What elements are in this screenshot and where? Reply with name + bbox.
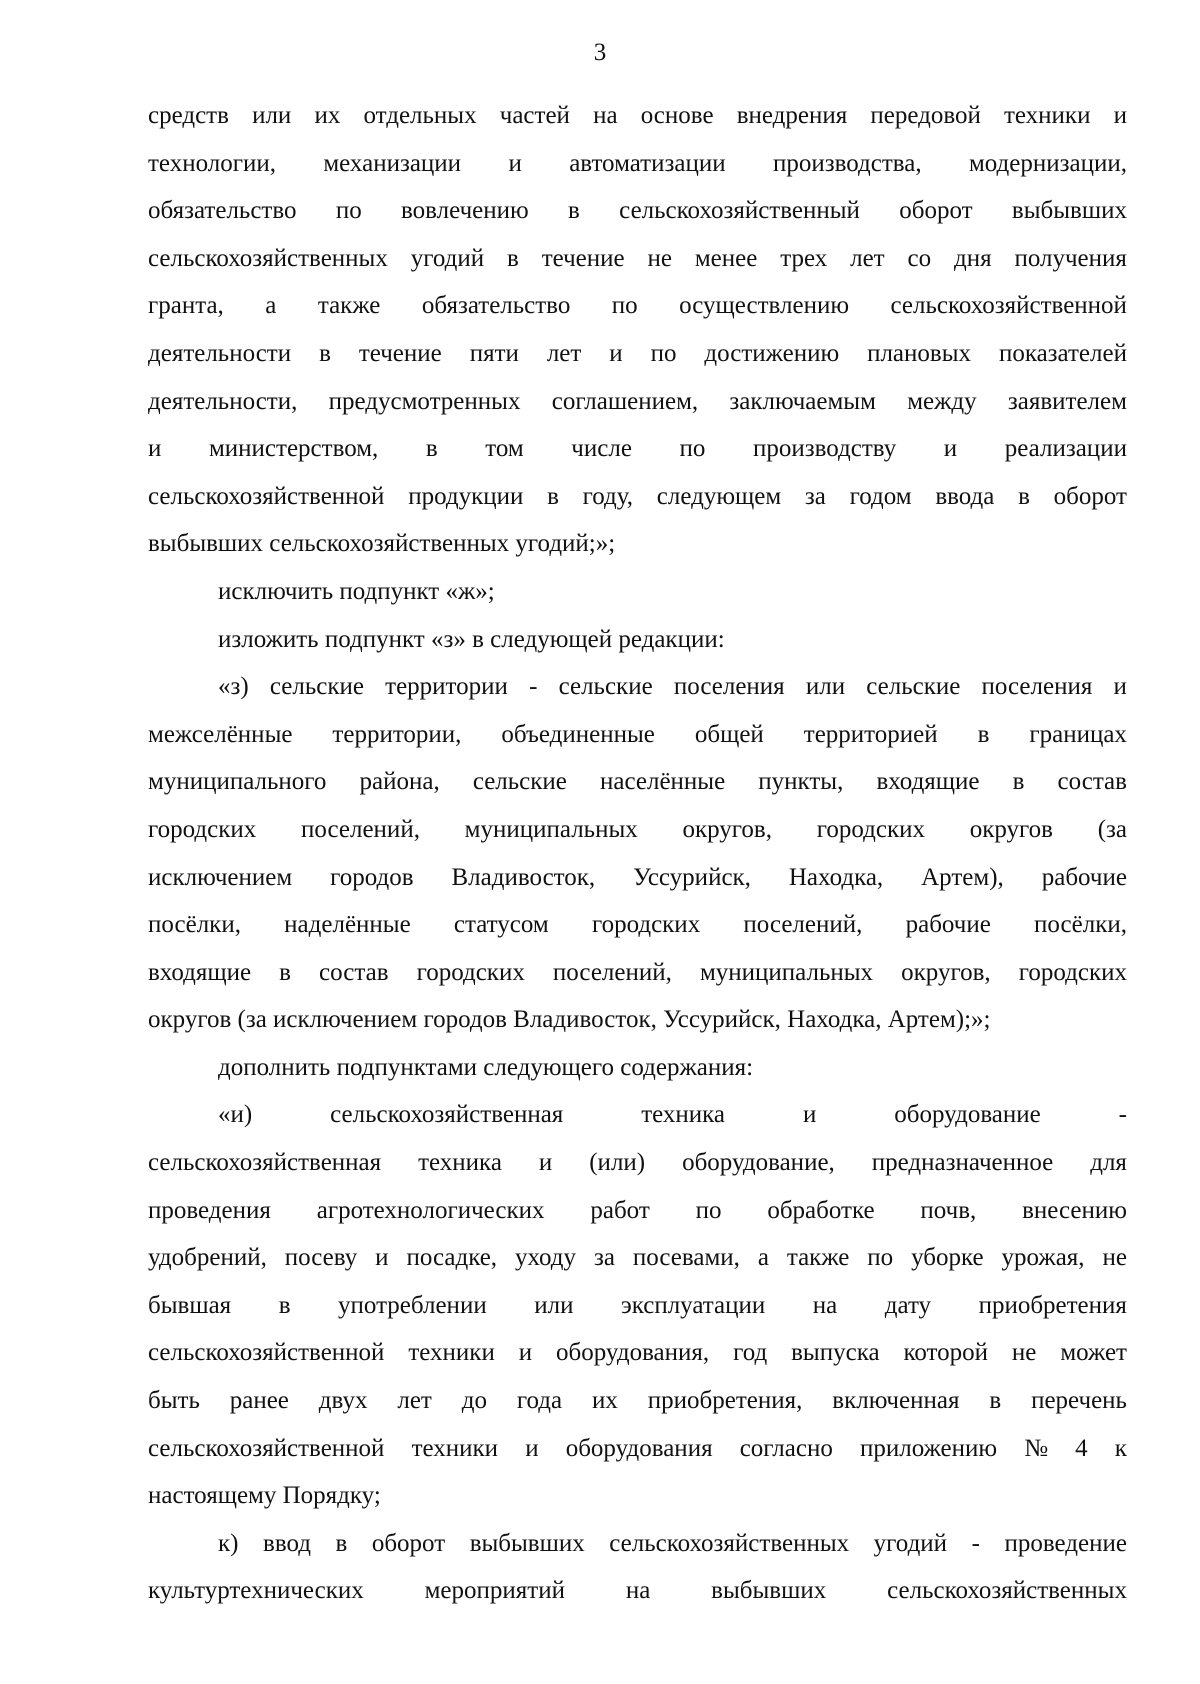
word: гранта, <box>148 292 224 320</box>
word: обработке <box>767 1196 875 1224</box>
word: работ <box>590 1196 650 1224</box>
word: заявителем <box>1007 387 1127 415</box>
word: годом <box>849 482 912 510</box>
word: техники <box>408 1339 495 1367</box>
word: техника <box>418 1149 502 1177</box>
word: Находка, <box>788 863 884 891</box>
word: сельскохозяйственной <box>148 1339 385 1367</box>
word: Уссурийск, <box>633 863 751 891</box>
text-line <box>148 378 1127 426</box>
word: показателей <box>998 339 1127 367</box>
word: эксплуатации <box>620 1291 766 1319</box>
word: № <box>1024 1434 1049 1462</box>
word: их <box>592 1387 618 1415</box>
word: выбывших <box>1011 197 1127 225</box>
word: сельскохозяйственных <box>887 1577 1127 1605</box>
word: сельскохозяйственной <box>148 1434 385 1462</box>
word: по <box>867 1244 894 1272</box>
word: внедрения <box>736 102 848 129</box>
text-line <box>148 1329 1127 1377</box>
word: урожая, <box>1001 1244 1085 1272</box>
word: поселения <box>981 673 1093 701</box>
word: - <box>971 1529 980 1557</box>
line-text: дополнить подпунктами следующего содержания: <box>218 1053 754 1081</box>
word: бывшая <box>148 1291 232 1319</box>
word: до <box>461 1387 487 1415</box>
word: угодий <box>873 1529 948 1557</box>
word: достижению <box>704 339 840 367</box>
word: и <box>538 1149 553 1177</box>
word: удобрений, <box>148 1244 267 1272</box>
word: сельскохозяйственных <box>148 244 388 272</box>
word: уборке <box>911 1244 984 1272</box>
text-line <box>148 996 1127 1044</box>
word: приобретения, <box>647 1387 803 1415</box>
word: посёлки, <box>1034 911 1127 939</box>
word: предусмотренных <box>328 387 521 415</box>
word: (за <box>1097 815 1127 843</box>
word: сельскохозяйственных <box>609 1529 850 1557</box>
word: района, <box>359 768 440 796</box>
word: или <box>252 102 292 129</box>
word: осуществлению <box>679 292 850 320</box>
word: и <box>375 1244 389 1272</box>
word: может <box>1060 1339 1127 1367</box>
word: территории, <box>332 720 462 748</box>
word: в <box>319 339 331 367</box>
word: городских <box>816 815 925 843</box>
word: проведение <box>1004 1529 1127 1557</box>
word: сельскохозяйственный <box>619 197 860 225</box>
word: техника <box>641 1101 726 1129</box>
line-text: изложить подпункт «з» в следующей редакции: <box>218 625 725 653</box>
word: обязательство <box>148 197 297 225</box>
word: - <box>529 673 538 701</box>
word: ранее <box>229 1387 289 1415</box>
text-line <box>148 473 1127 521</box>
word: состав <box>319 958 389 986</box>
word: не <box>1011 1339 1037 1367</box>
word: и <box>525 1434 539 1462</box>
word: сельскохозяйственная <box>330 1101 564 1129</box>
word: автоматизации <box>569 149 726 177</box>
word: заключаемым <box>729 387 876 415</box>
word: городов <box>330 863 414 891</box>
text-line <box>148 1520 1127 1568</box>
word: приобретения <box>978 1291 1127 1319</box>
word: муниципального <box>148 768 327 796</box>
word: техники <box>411 1434 499 1462</box>
word: приложению <box>859 1434 998 1462</box>
text-line <box>148 425 1127 473</box>
word: на <box>625 1577 651 1605</box>
text-line <box>148 1567 1127 1615</box>
word: плановых <box>867 339 971 367</box>
word: оборот <box>1053 482 1127 510</box>
word: сельскохозяйственной <box>890 292 1127 320</box>
text-line <box>148 330 1127 378</box>
text-line <box>148 520 1127 568</box>
word: поселения <box>673 673 785 701</box>
word: году, <box>582 482 634 510</box>
word: к) <box>218 1529 239 1557</box>
word: получения <box>1014 244 1127 272</box>
word: муниципальных <box>464 815 638 843</box>
word: агротехнологических <box>316 1196 545 1224</box>
word: по <box>611 292 638 320</box>
word: территории <box>385 673 508 701</box>
word: лет <box>546 339 582 367</box>
word: технологии, <box>148 149 276 177</box>
word: отдельных <box>363 102 477 129</box>
word: и <box>609 339 623 367</box>
word: исключением <box>148 863 293 891</box>
word: пункты, <box>758 768 844 796</box>
word: почв, <box>920 1196 977 1224</box>
word: их <box>314 102 341 129</box>
word: на <box>593 102 618 129</box>
word: по <box>695 1196 722 1224</box>
word: «з) <box>218 673 249 701</box>
word: быть <box>148 1387 200 1415</box>
word: и <box>148 435 162 463</box>
word: «и) <box>218 1101 253 1129</box>
word: оборудования, <box>556 1339 710 1367</box>
word: муниципальных <box>699 958 874 986</box>
word: перечень <box>1031 1387 1127 1415</box>
word: выбывших <box>711 1577 827 1605</box>
line-text: исключить подпункт «ж»; <box>218 577 495 605</box>
word: поселений, <box>743 911 863 939</box>
word: мероприятий <box>424 1577 565 1605</box>
page-number: 3 <box>593 39 607 66</box>
text-line <box>148 806 1127 854</box>
word: основе <box>640 102 714 129</box>
word: техники <box>1003 102 1091 129</box>
word: следующем <box>656 482 782 510</box>
text-line <box>148 568 1127 616</box>
word: в <box>279 958 291 986</box>
word: реализации <box>1004 435 1127 463</box>
word: общей <box>694 720 764 748</box>
word: внесению <box>1022 1196 1127 1224</box>
word: модернизации, <box>968 149 1127 177</box>
word: округов <box>969 815 1053 843</box>
word: выбывших <box>469 1529 585 1557</box>
word: сельскохозяйственной <box>148 482 385 510</box>
word: к <box>1114 1434 1127 1462</box>
line-text: округов (за исключением городов Владивосток, Уссурийск, Находка, Артем);»; <box>148 1006 991 1034</box>
word: поселений, <box>552 958 672 986</box>
text-line <box>148 711 1127 759</box>
word: а <box>757 1244 769 1272</box>
word: между <box>907 387 977 415</box>
word: менее <box>694 244 758 272</box>
text-line <box>148 616 1127 664</box>
word: городских <box>148 815 257 843</box>
word: по <box>335 197 362 225</box>
word: которой <box>903 1339 989 1367</box>
word: в <box>568 197 580 225</box>
text-line <box>148 140 1127 188</box>
word: 4 <box>1075 1434 1088 1462</box>
text-line <box>148 1044 1127 1092</box>
word: течение <box>358 339 442 367</box>
text-line <box>148 1234 1127 1282</box>
word: в <box>977 720 990 748</box>
word: наделённые <box>284 911 411 939</box>
word: ввода <box>935 482 995 510</box>
word: входящие <box>148 958 252 986</box>
word: лет <box>850 244 885 272</box>
word: или <box>534 1291 574 1319</box>
word: городских <box>416 958 525 986</box>
word: (или) <box>589 1149 646 1177</box>
word: сельские <box>558 673 653 701</box>
word: за <box>804 482 826 510</box>
word: обязательство <box>421 292 571 320</box>
word: и <box>802 1101 817 1129</box>
word: деятельности, <box>148 387 298 415</box>
word: угодий <box>410 244 485 272</box>
text-line <box>148 854 1127 902</box>
word: средств <box>148 102 229 129</box>
word: по <box>650 339 677 367</box>
word: уходу <box>514 1244 577 1272</box>
word: течение <box>541 244 625 272</box>
word: также <box>317 292 381 320</box>
word: территорией <box>803 720 938 748</box>
word: состав <box>1057 768 1127 796</box>
text-line <box>148 1139 1127 1187</box>
word: посадке, <box>406 1244 498 1272</box>
text-line <box>148 901 1127 949</box>
word: выпуска <box>791 1339 880 1367</box>
word: проведения <box>148 1196 271 1224</box>
text-line <box>148 92 1127 140</box>
word: или <box>805 673 846 701</box>
word: культуртехнических <box>148 1577 364 1605</box>
word: городских <box>1018 958 1127 986</box>
word: согласно <box>739 1434 833 1462</box>
word: в <box>989 1387 1002 1415</box>
word: в <box>278 1291 291 1319</box>
word: включенная <box>832 1387 960 1415</box>
word: и <box>518 1339 533 1367</box>
text-line <box>148 758 1127 806</box>
word: и <box>508 149 522 177</box>
word: деятельности <box>148 339 292 367</box>
word: передовой <box>870 102 981 129</box>
word: для <box>1090 1149 1127 1177</box>
text-line <box>148 1472 1127 1520</box>
word: рабочие <box>1041 863 1127 891</box>
word: лет <box>397 1387 432 1415</box>
document-body <box>148 92 1127 1615</box>
word: сельские <box>866 673 961 701</box>
word: трех <box>780 244 828 272</box>
word: посёлки, <box>148 911 241 939</box>
word: округов, <box>901 958 991 986</box>
word: в <box>335 1529 348 1557</box>
word: производства, <box>772 149 922 177</box>
text-line <box>148 1282 1127 1330</box>
word: городских <box>591 911 701 939</box>
word: по <box>679 435 706 463</box>
word: межселённые <box>148 720 293 748</box>
word: рабочие <box>905 911 991 939</box>
word: употреблении <box>338 1291 487 1319</box>
text-line <box>148 282 1127 330</box>
word: статусом <box>453 911 549 939</box>
word: оборудование, <box>682 1149 835 1177</box>
word: года <box>516 1387 563 1415</box>
word: не <box>1102 1244 1127 1272</box>
text-line <box>148 949 1127 997</box>
word: посеву <box>284 1244 358 1272</box>
word: предназначенное <box>871 1149 1054 1177</box>
text-line <box>148 1187 1127 1235</box>
word: в <box>547 482 559 510</box>
word: частей <box>499 102 570 129</box>
word: дня <box>953 244 992 272</box>
line-text: настоящему Порядку; <box>148 1482 381 1510</box>
word: оборот <box>899 197 973 225</box>
word: за <box>593 1244 615 1272</box>
word: Артем), <box>921 863 1004 891</box>
word: поселений, <box>300 815 420 843</box>
word: год <box>733 1339 768 1367</box>
word: соглашением, <box>551 387 699 415</box>
word: вовлечению <box>401 197 529 225</box>
word: и <box>943 435 958 463</box>
word: посевами, <box>632 1244 740 1272</box>
text-line <box>148 1425 1127 1473</box>
word: входящие <box>876 768 980 796</box>
word: со <box>907 244 932 272</box>
word: округов, <box>682 815 772 843</box>
word: сельскохозяйственная <box>148 1149 382 1177</box>
word: производству <box>752 435 897 463</box>
word: в <box>507 244 519 272</box>
word: оборудование <box>894 1101 1041 1129</box>
word: Владивосток, <box>451 863 596 891</box>
text-line <box>148 663 1127 711</box>
word: в <box>1012 768 1025 796</box>
word: том <box>485 435 524 463</box>
word: в <box>1018 482 1030 510</box>
word: числе <box>571 435 632 463</box>
text-line <box>148 187 1127 235</box>
word: на <box>812 1291 838 1319</box>
word: также <box>786 1244 850 1272</box>
line-text: выбывших сельскохозяйственных угодий;»; <box>148 530 616 558</box>
word: объединенные <box>501 720 655 748</box>
word: ввод <box>263 1529 311 1557</box>
word: а <box>265 292 277 320</box>
word: в <box>425 435 438 463</box>
word: сельские <box>269 673 364 701</box>
word: пяти <box>469 339 519 367</box>
text-line <box>148 235 1127 283</box>
word: оборудования <box>565 1434 713 1462</box>
word: сельские <box>472 768 567 796</box>
word: границах <box>1029 720 1127 748</box>
word: и <box>1113 673 1127 701</box>
word: - <box>1118 1101 1127 1129</box>
word: продукции <box>408 482 524 510</box>
word: населённые <box>600 768 726 796</box>
word: не <box>647 244 672 272</box>
word: министерством, <box>208 435 379 463</box>
word: двух <box>318 1387 368 1415</box>
word: механизации <box>323 149 462 177</box>
text-line <box>148 1377 1127 1425</box>
text-line <box>148 1091 1127 1139</box>
word: и <box>1113 102 1127 129</box>
word: оборот <box>371 1529 446 1557</box>
word: дату <box>884 1291 932 1319</box>
